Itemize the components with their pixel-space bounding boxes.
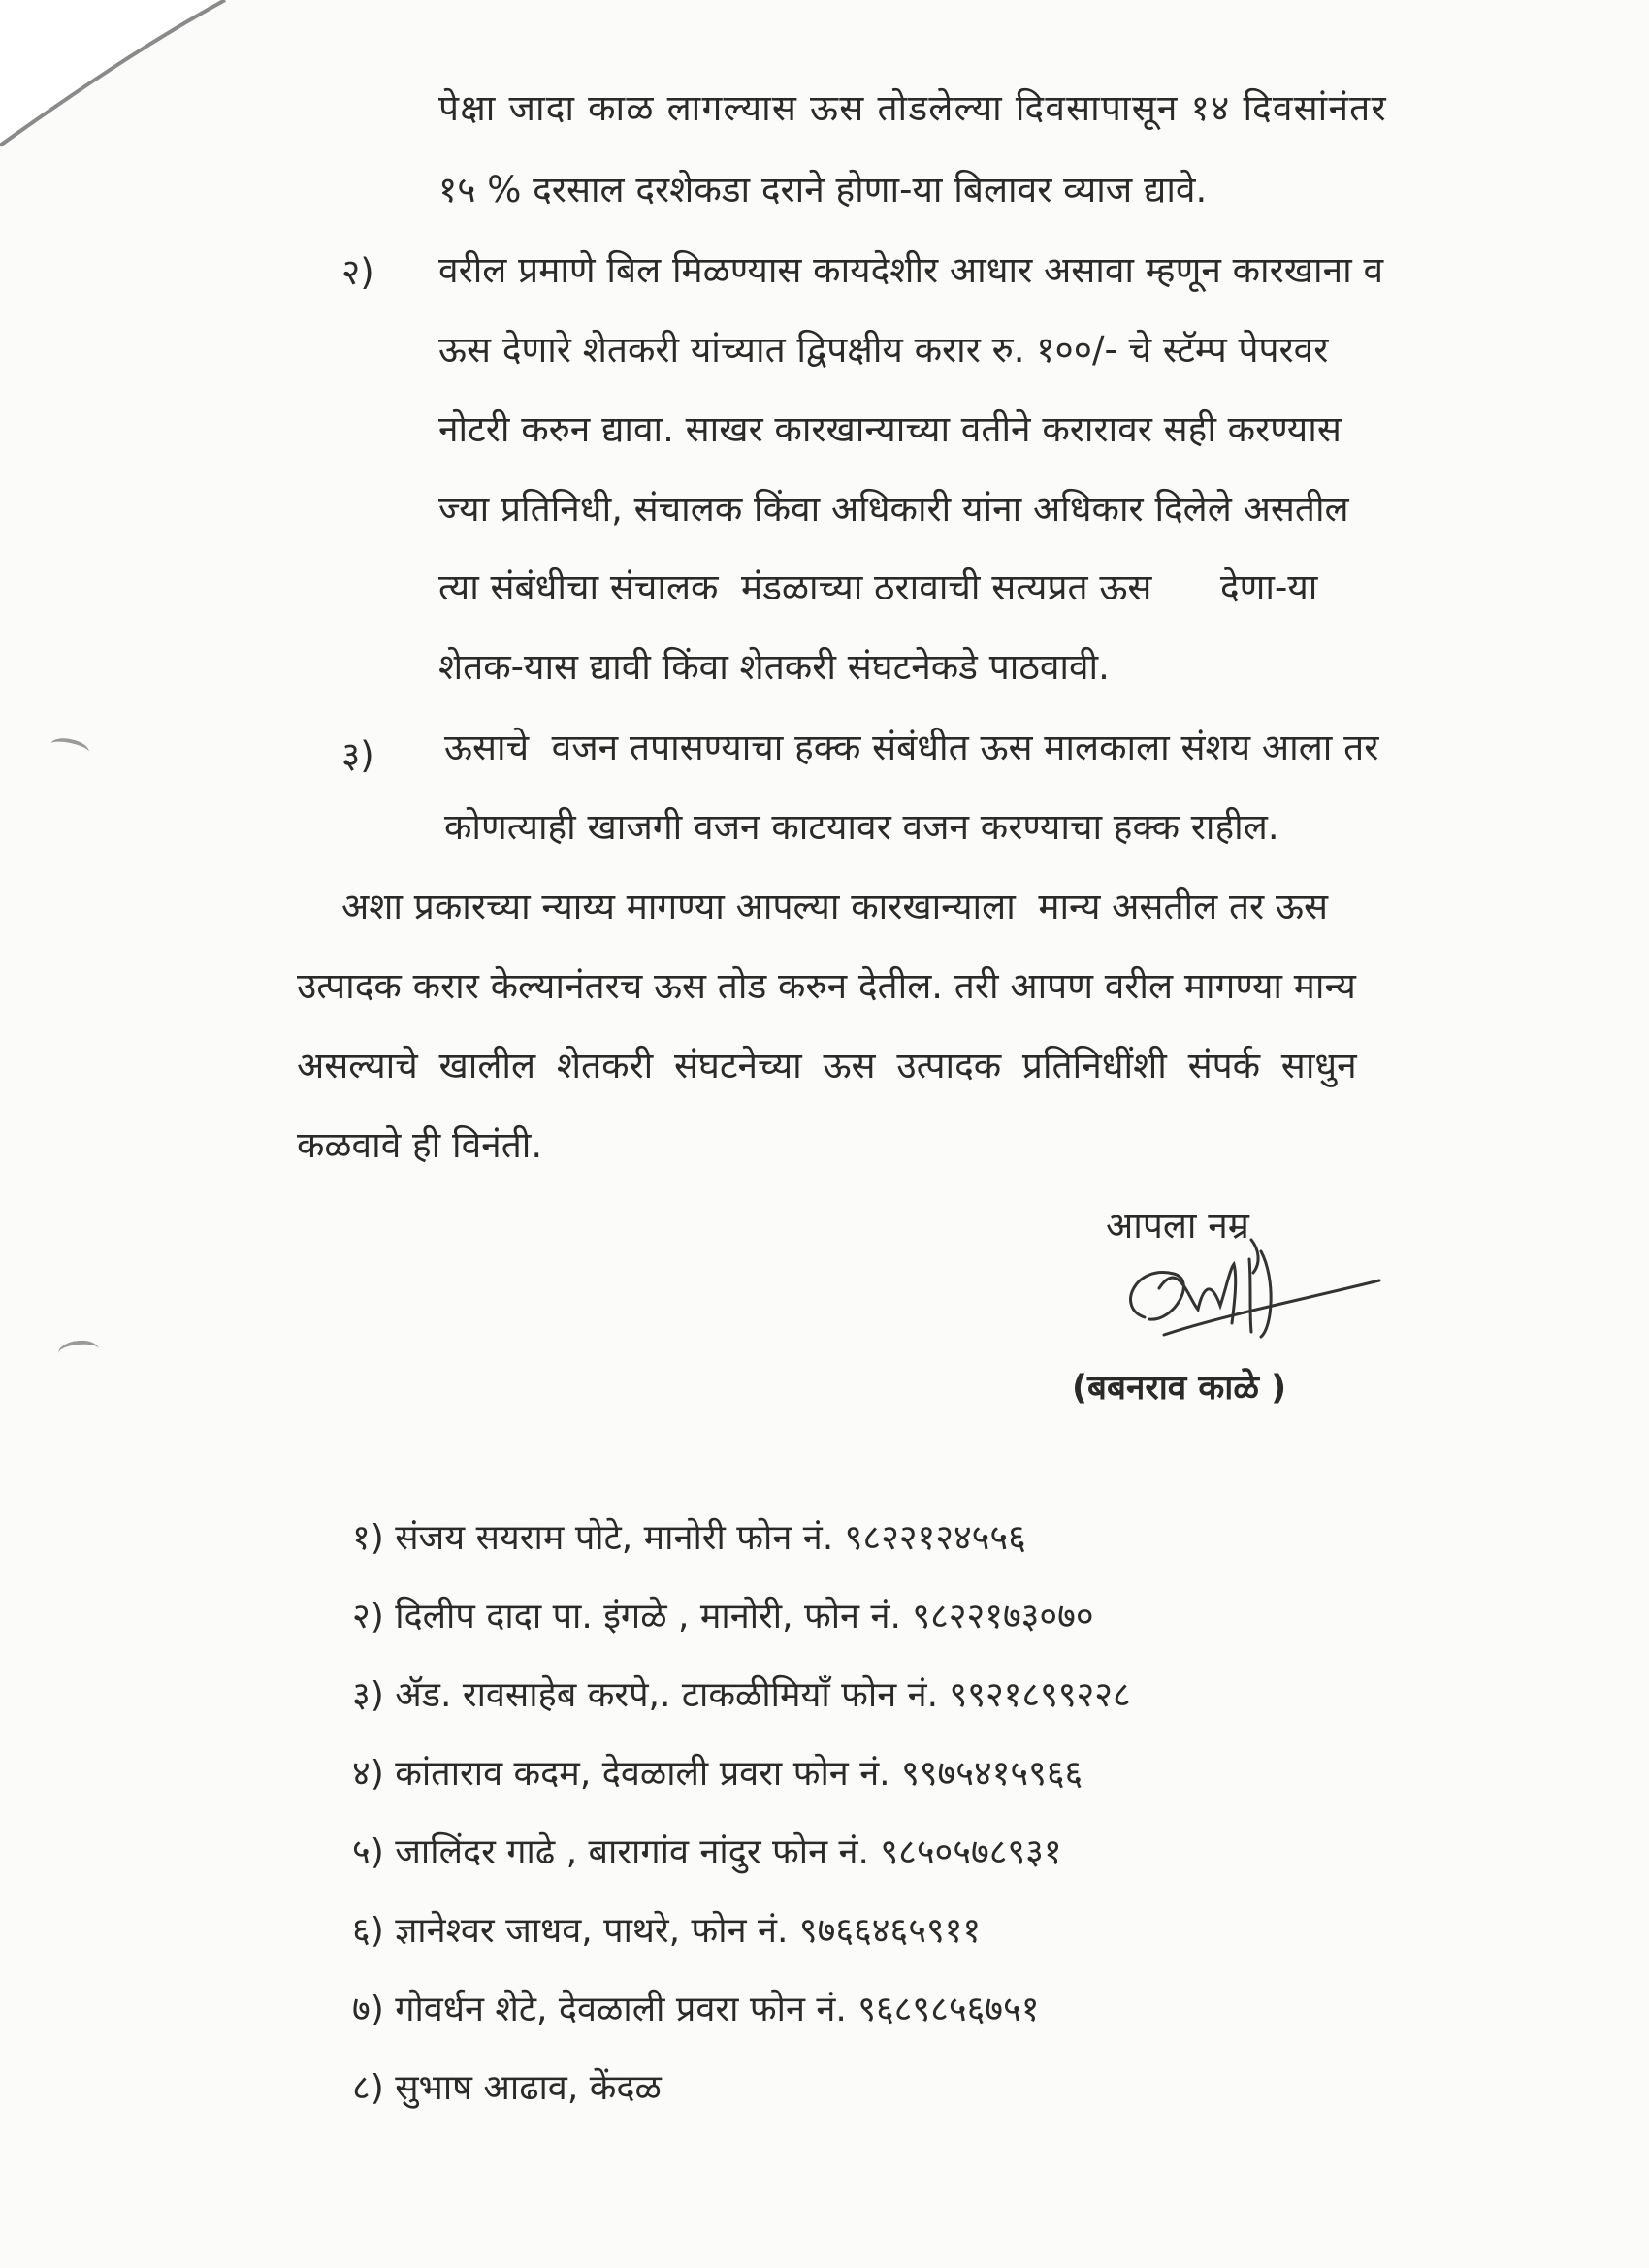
point-2-line: ऊस देणारे शेतकरी यांच्यात द्विपक्षीय करार रु. १००/- चे स्टॅम्प पेपरवर: [438, 329, 1329, 371]
point-2-line: ज्या प्रतिनिधी, संचालक किंवा अधिकारी यांना अधिकार दिलेले असतील: [438, 488, 1349, 530]
closing-paragraph-line: उत्पादक करार केल्यानंतरच ऊस तोड करुन देतील. तरी आपण वरील मागण्या मान्य: [297, 965, 1356, 1007]
point-2-line: त्या संबंधीचा संचालक मंडळाच्या ठरावाची सत्यप्रत ऊस देणा-या: [438, 567, 1318, 608]
point-number: २): [341, 251, 374, 293]
handwritten-signature: [1106, 1230, 1397, 1385]
contact-list-item: १) संजय सयराम पोटे, मानोरी फोन नं. ९८२२१२४५५६: [352, 1518, 1026, 1558]
point-3-line: ऊसाचे वजन तपासण्याचा हक्क संबंधीत ऊस मालकाला संशय आला तर: [444, 727, 1379, 768]
point-2-line: वरील प्रमाणे बिल मिळण्यास कायदेशीर आधार असावा म्हणून कारखाना व: [438, 249, 1384, 291]
contact-list-item: ८) सुभाष आढाव, केंदळ: [352, 2068, 662, 2108]
signer-name: (बबनराव काळे ): [1072, 1369, 1287, 1408]
paragraph-continuation-line: पेक्षा जादा काळ लागल्यास ऊस तोडलेल्या दिवसापासून १४ दिवसांनंतर: [438, 87, 1387, 129]
closing-paragraph-line: असल्याचे खालील शेतकरी संघटनेच्या ऊस उत्पादक प्रतिनिधींशी संपर्क साधुन: [297, 1045, 1357, 1086]
salutation: आपला नम्र: [1106, 1205, 1249, 1247]
point-3-line: कोणत्याही खाजगी वजन काटयावर वजन करण्याचा हक्क राहील.: [444, 806, 1279, 848]
closing-paragraph-line: कळवावे ही विनंती.: [297, 1124, 543, 1166]
contact-list-item: ४) कांताराव कदम, देवळाली प्रवरा फोन नं. ९९७५४१५९६६: [352, 1754, 1083, 1794]
point-number: ३): [341, 734, 374, 776]
contact-list-item: ३) ॲड. रावसाहेब करपे,. टाकळीमियाँ फोन नं. ९९२१८९९२२८: [352, 1675, 1131, 1715]
contact-list-item: ६) ज्ञानेश्वर जाधव, पाथरे, फोन नं. ९७६६४६५९११: [352, 1911, 982, 1951]
closing-paragraph-line: अशा प्रकारच्या न्याय्य मागण्या आपल्या कारखान्याला मान्य असतील तर ऊस: [341, 886, 1329, 927]
contact-list-item: ५) जालिंदर गाढे , बारागांव नांदुर फोन नं. ९८५०५७८९३१: [352, 1832, 1062, 1872]
punch-hole-mark: [57, 1339, 100, 1364]
paragraph-continuation-line: १५ % दरसाल दरशेकडा दराने होणा-या बिलावर व्याज द्यावे.: [438, 169, 1208, 211]
point-2-line: शेतक-यास द्यावी किंवा शेतकरी संघटनेकडे पाठवावी.: [438, 646, 1110, 688]
contact-list-item: २) दिलीप दादा पा. इंगळे , मानोरी, फोन नं. ९८२२१७३०७०: [352, 1597, 1094, 1636]
contact-list-item: ७) गोवर्धन शेटे, देवळाली प्रवरा फोन नं. ९६८९८५६७५१: [352, 1990, 1040, 2029]
point-2-line: नोटरी करुन द्यावा. साखर कारखान्याच्या वतीने करारावर सही करण्यास: [438, 408, 1342, 450]
folded-corner: [0, 0, 252, 155]
scan-mark: [49, 735, 91, 761]
